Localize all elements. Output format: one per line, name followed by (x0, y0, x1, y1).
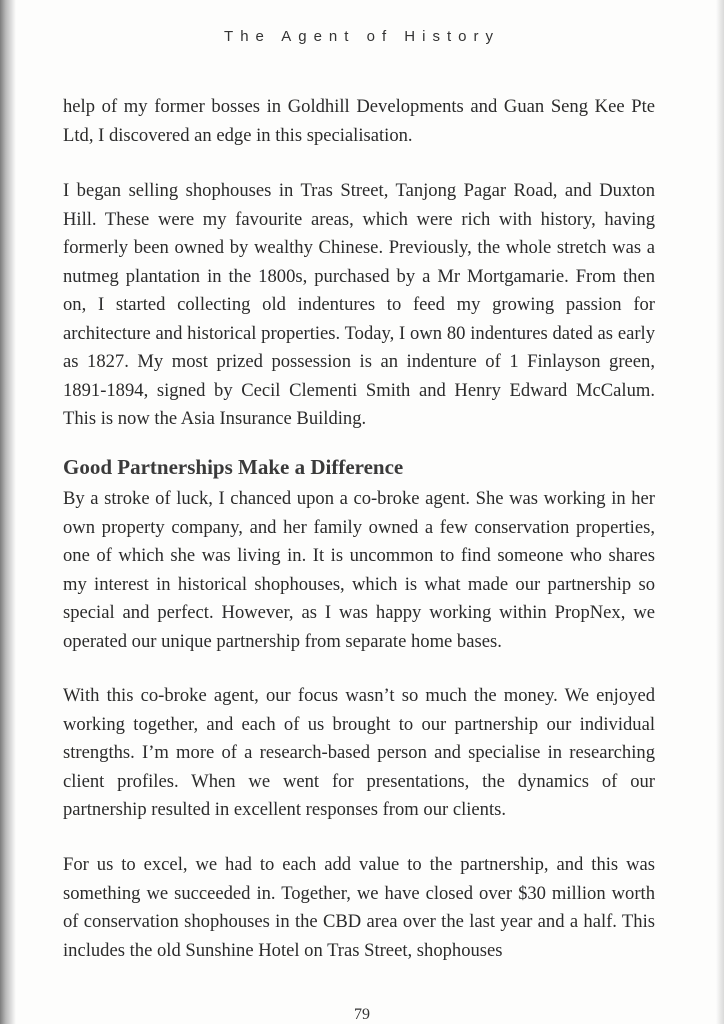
paragraph-continued: help of my former bosses in Goldhill Developments and Guan Seng Kee Pte Ltd, I discovered an edge in this specialisation. (63, 96, 655, 146)
page-number: 79 (354, 1006, 370, 1023)
section-heading: Good Partnerships Make a Difference (63, 455, 404, 479)
running-head: The Agent of History (224, 28, 500, 45)
paragraph-focus: With this co-broke agent, our focus wasn’t so much the money. We enjoyed working together, and each of us brought to our partnership our individual strengths. I’m more of a research-based person and specialise in researching client profiles. When we went for presentations, the dynamics of our partnership resulted in excellent responses from our clients. (63, 685, 655, 820)
paragraph-co-broke-agent: By a stroke of luck, I chanced upon a co-broke agent. She was working in her own property company, and her family owned a few conservation properties, one of which she was living in. It is uncommon to find someone who shares my interest in historical shophouses, which is what made our partnership so special and perfect. However, as I was happy working within PropNex, we operated our unique partnership from separate home bases. (63, 488, 655, 652)
scan-edge-shadow-right (716, 0, 724, 1024)
scan-edge-shadow-left (0, 0, 16, 1024)
paragraph-shophouses: I began selling shophouses in Tras Street, Tanjong Pagar Road, and Duxton Hill. These were my favourite areas, which were rich with history, having formerly been owned by wealthy Chinese. Previously, the whole stretch was a nutmeg plantation in the 1800s, purchased by a Mr Mortgamarie. From then on, I started collecting old indentures to feed my growing passion for architecture and historical properties. Today, I own 80 indentures dated as early as 1827. My most prized possession is an indenture of 1 Finlayson green, 1891-1894, signed by Cecil Clementi Smith and Henry Edward McCalum. This is now the Asia Insurance Building. (63, 180, 655, 429)
paragraph-excel: For us to excel, we had to each add value to the partnership, and this was something we succeeded in. Together, we have closed over $30 million worth of conservation shophouses in the CBD area over the last year and a half. This includes the old Sunshine Hotel on Tras Street, shophouses (63, 854, 655, 961)
